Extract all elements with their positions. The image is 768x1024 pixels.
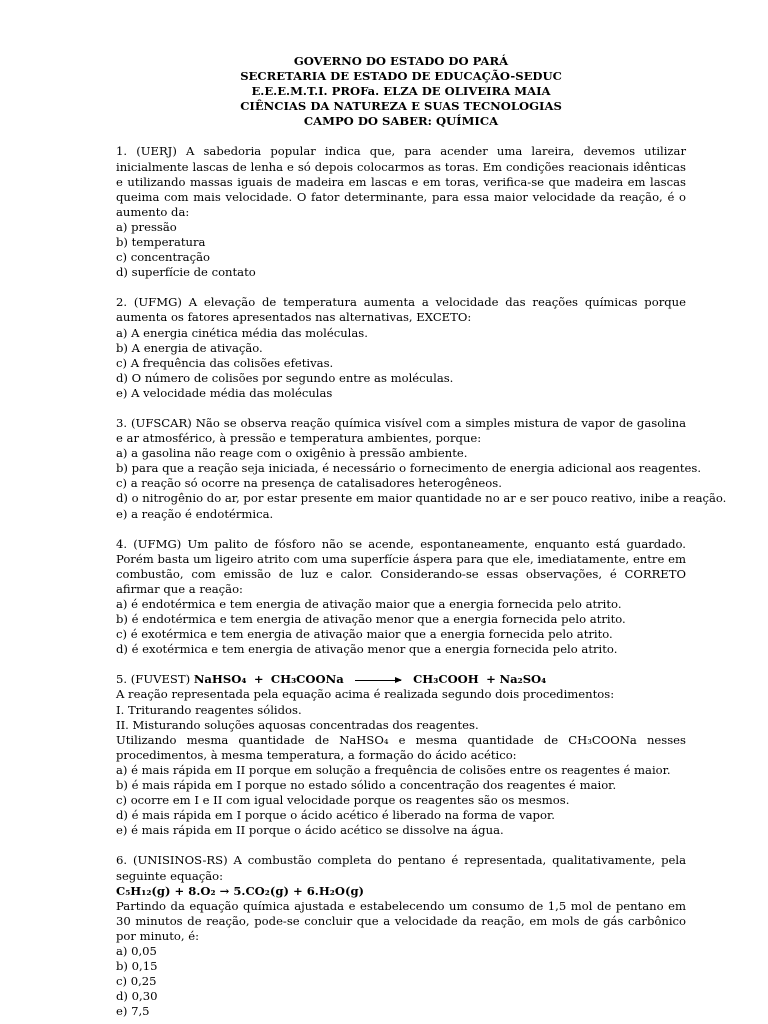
- equation-product-1: CH₃COOH: [413, 672, 479, 687]
- question-5: [116, 672, 686, 838]
- question-2: [116, 295, 686, 401]
- question-3-stem: 3. (UFSCAR) Não se observa reação química visível com a simples mistura de vapor de gasolina e ar atmosférico, à pressão e temperatura ambientes, porque:: [116, 415, 686, 446]
- equation-product-2: Na₂SO₄: [499, 672, 547, 687]
- question-5-prefix: 5. (FUVEST): [116, 672, 191, 687]
- question-6-equation: [116, 884, 686, 899]
- equation-reactant-1: NaHSO₄: [193, 672, 247, 687]
- document-header: [116, 54, 686, 129]
- question-4-option-c: c) é exotérmica e tem energia de ativação maior que a energia fornecida pelo atrito.: [116, 627, 613, 642]
- question-4-stem: 4. (UFMG) Um palito de fósforo não se acende, espontaneamente, enquanto está guardado. Porém basta um ligeiro atrito com uma superfície áspera para que ele, imediatamente, entre em combustão, com emissão de luz e calor. Considerando-se essas observações, é CORRETO afirmar que a reação:: [116, 536, 686, 596]
- question-2-option-b: b) A energia de ativação.: [116, 340, 263, 355]
- question-5-equation-line: [116, 672, 686, 687]
- question-5-option-e: e) é mais rápida em II porque o ácido acético se dissolve na água.: [116, 823, 504, 838]
- question-6-option-b: b) 0,15: [116, 959, 158, 974]
- question-2-stem: 2. (UFMG) A elevação de temperatura aumenta a velocidade das reações químicas porque aumenta os fatores apresentados nas alternativas, EXCETO:: [116, 295, 686, 325]
- question-4-option-d: d) é exotérmica e tem energia de ativação menor que a energia fornecida pelo atrito.: [116, 642, 618, 657]
- header-school: E.E.E.M.T.I. PROFa. ELZA DE OLIVEIRA MAIA: [251, 84, 551, 99]
- question-3-option-e: e) a reação é endotérmica.: [116, 506, 274, 521]
- equation-plus-1: +: [253, 672, 264, 687]
- question-3-option-b: b) para que a reação seja iniciada, é necessário o fornecimento de energia adicional aos reagentes.: [116, 461, 702, 476]
- question-6-option-d: d) 0,30: [116, 989, 158, 1004]
- header-government: GOVERNO DO ESTADO DO PARÁ: [293, 54, 509, 68]
- question-5-procedure-1: I. Triturando reagentes sólidos.: [116, 702, 302, 717]
- combustion-equation: C₅H₁₂(g) + 8.O₂ → 5.CO₂(g) + 6.H₂O(g): [116, 883, 365, 898]
- question-3: [116, 415, 727, 522]
- question-6-option-a: a) 0,05: [116, 943, 157, 958]
- question-4-option-b: b) é endotérmica e tem energia de ativação menor que a energia fornecida pelo atrito.: [116, 612, 626, 627]
- question-1-option-c: c) concentração: [116, 250, 210, 265]
- question-2-option-e: e) A velocidade média das moléculas: [116, 385, 333, 400]
- question-6-stem: 6. (UNISINOS-RS) A combustão completa do pentano é representada, qualitativamente, pela seguinte equação:: [116, 853, 686, 883]
- reaction-arrow-icon: [355, 680, 401, 681]
- question-2-option-c: c) A frequência das colisões efetivas.: [116, 355, 334, 370]
- question-1-option-d: d) superfície de contato: [116, 265, 256, 280]
- header-secretariat: SECRETARIA DE ESTADO DE EDUCAÇÃO-SEDUC: [240, 69, 562, 84]
- question-5-option-a: a) é mais rápida em II porque em solução a frequência de colisões entre os reagentes é maior.: [116, 762, 671, 777]
- equation-reactant-2: CH₃COONa: [270, 672, 344, 687]
- question-4: [116, 537, 686, 658]
- question-2-option-d: d) O número de colisões por segundo entre as moléculas.: [116, 370, 454, 385]
- question-2-option-a: a) A energia cinética média das moléculas.: [116, 325, 368, 340]
- question-5-option-b: b) é mais rápida em I porque no estado sólido a concentração dos reagentes é maior.: [116, 778, 617, 793]
- question-6-option-c: c) 0,25: [116, 974, 157, 989]
- question-5-option-c: c) ocorre em I e II com igual velocidade porque os reagentes são os mesmos.: [116, 793, 570, 808]
- question-1: [116, 144, 686, 280]
- question-6-prompt: Partindo da equação química ajustada e estabelecendo um consumo de 1,5 mol de pentano em 30 minutos de reação, pode-se concluir que a velocidade da reação, em mols de gás carbônico por minuto, é:: [116, 898, 686, 943]
- question-3-option-c: c) a reação só ocorre na presença de catalisadores heterogêneos.: [116, 476, 502, 491]
- question-1-stem: 1. (UERJ) A sabedoria popular indica que, para acender uma lareira, devemos utilizar inicialmente lascas de lenha e só depois colocarmos as toras. Em condições reacionais idênticas e utilizando massas iguais de madeira em lascas e em toras, verifica-se que madeira em lascas queima com mais velocidade. O fator determinante, para essa maior velocidade da reação, é o aumento da:: [116, 144, 686, 219]
- question-1-option-b: b) temperatura: [116, 235, 206, 250]
- equation-plus-2: +: [486, 672, 496, 687]
- question-5-procedure-2: II. Misturando soluções aquosas concentradas dos reagentes.: [116, 717, 479, 732]
- question-5-option-d: d) é mais rápida em I porque o ácido acético é liberado na forma de vapor.: [116, 808, 555, 823]
- question-6-option-e: e) 7,5: [116, 1004, 150, 1019]
- header-area: CIÊNCIAS DA NATUREZA E SUAS TECNOLOGIAS: [240, 99, 562, 114]
- question-3-option-d: d) o nitrogênio do ar, por estar presente em maior quantidade no ar e ser pouco reativo, inibe a reação.: [116, 491, 727, 506]
- question-4-option-a: a) é endotérmica e tem energia de ativação maior que a energia fornecida pelo atrito.: [116, 597, 622, 611]
- question-3-option-a: a) a gasolina não reage com o oxigênio à pressão ambiente.: [116, 446, 468, 461]
- header-subject: CAMPO DO SABER: QUÍMICA: [303, 114, 499, 129]
- question-1-option-a: a) pressão: [116, 219, 177, 234]
- question-5-stem: Utilizando mesma quantidade de NaHSO₄ e mesma quantidade de CH₃COONa nesses procedimentos, à mesma temperatura, a formação do ácido acético:: [116, 732, 686, 762]
- question-5-intro: A reação representada pela equação acima é realizada segundo dois procedimentos:: [116, 687, 615, 702]
- question-6: [116, 853, 686, 1019]
